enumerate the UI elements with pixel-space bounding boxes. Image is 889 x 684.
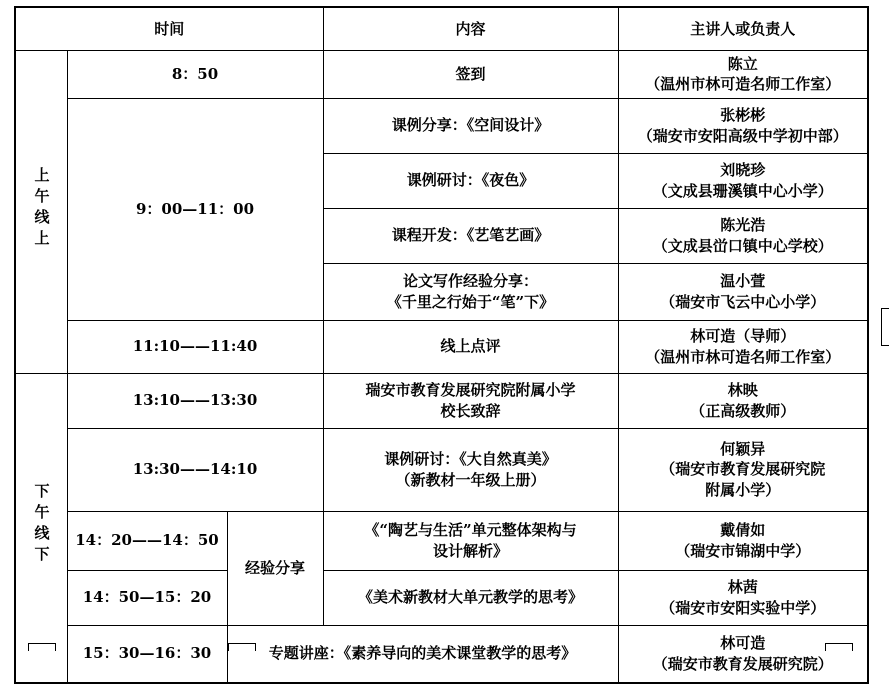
row-person: 陈光浩 （文成县峃口镇中心学校） [618,208,868,263]
row-content: 专题讲座：《素养导向的美术课堂教学的思考》 [227,625,618,683]
row-content: 瑞安市教育发展研究院附属小学 校长致辞 [323,373,618,428]
row-person: 林映 （正高级教师） [618,373,868,428]
table-row [15,428,868,511]
row-time: 13:30——14:10 [67,428,323,511]
table-row [15,373,868,428]
page-edge-mark-right [881,308,889,346]
row-time: 15：30—16：30 [67,625,227,683]
row-person: 张彬彬 （瑞安市安阳高级中学初中部） [618,98,868,153]
header-person: 主讲人或负责人 [618,7,868,51]
row-person: 林可造 （瑞安市教育发展研究院） [618,625,868,683]
table-row [15,98,868,153]
page-edge-mark-bottom-left [28,643,56,651]
header-content: 内容 [323,7,618,51]
table-row [15,625,868,683]
row-person: 温小萱 （瑞安市飞云中心小学） [618,263,868,320]
row-time: 14：50—15：20 [67,570,227,625]
row-time: 9：00—11：00 [67,98,323,320]
row-person: 何颖异 （瑞安市教育发展研究院 附属小学） [618,428,868,511]
table-row [15,570,868,625]
schedule-table [14,6,869,684]
row-content: 《“陶艺与生活”单元整体架构与 设计解析》 [323,511,618,570]
row-content: 线上点评 [323,320,618,373]
row-person: 刘晓珍 （文成县珊溪镇中心小学） [618,153,868,208]
table-row [15,51,868,99]
row-content: 课例分享：《空间设计》 [323,98,618,153]
row-person: 戴倩如 （瑞安市锦湖中学） [618,511,868,570]
row-time: 8：50 [67,51,323,99]
table-header-row [15,7,868,51]
header-time: 时间 [15,7,323,51]
row-content: 课程开发：《艺笔艺画》 [323,208,618,263]
row-time: 11:10——11:40 [67,320,323,373]
row-subgroup-label: 经验分享 [227,511,323,625]
page-edge-mark-bottom-right [825,643,853,651]
row-content: 课例研讨：《大自然真美》 （新教材一年级上册） [323,428,618,511]
row-person: 陈立 （温州市林可造名师工作室） [618,51,868,99]
row-content: 论文写作经验分享： 《千里之行始于“笔”下》 [323,263,618,320]
row-person: 林可造（导师） （温州市林可造名师工作室） [618,320,868,373]
schedule-page [0,6,889,673]
row-time: 13:10——13:30 [67,373,323,428]
row-person: 林茜 （瑞安市安阳实验中学） [618,570,868,625]
session-label-morning: 上午线上 [15,51,67,374]
row-content: 《美术新教材大单元教学的思考》 [323,570,618,625]
row-content: 签到 [323,51,618,99]
page-edge-mark-bottom-mid [228,643,256,651]
table-row [15,511,868,570]
session-label-afternoon: 下午线下 [15,373,67,683]
row-content: 课例研讨：《夜色》 [323,153,618,208]
row-time: 14：20——14：50 [67,511,227,570]
table-row [15,320,868,373]
